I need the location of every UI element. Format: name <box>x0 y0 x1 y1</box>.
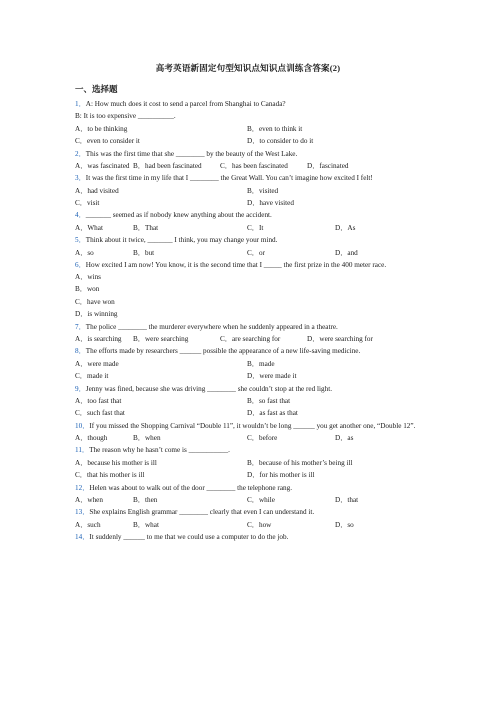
question-stem: It was the first time in my life that I ________ the Great Wall. You can’t imagine how excited I felt! <box>85 174 373 183</box>
answer-option: D．As <box>335 223 356 232</box>
answer-option: A．so <box>75 248 94 257</box>
option-row <box>75 247 420 259</box>
option-row <box>75 135 420 147</box>
answer-option: C．or <box>247 248 265 257</box>
question-stem: A: How much does it cost to send a parcel from Shanghai to Canada? <box>85 100 286 108</box>
answer-option: C．It <box>247 223 264 232</box>
question-item <box>75 531 420 543</box>
option-row <box>75 370 420 382</box>
question-stem: B: It is too expensive __________. <box>75 112 176 121</box>
answer-option: A．to be thinking <box>75 124 128 133</box>
question-item <box>75 321 420 346</box>
document-title: 高考英语新固定句型知识点知识点训练含答案(2) <box>155 63 341 73</box>
question-text-line <box>75 98 420 110</box>
question-item <box>75 482 420 507</box>
answer-option: B．then <box>133 495 158 504</box>
question-number: 13． <box>75 508 90 517</box>
answer-option: B．because of his mother’s being ill <box>247 458 353 467</box>
question-stem: She explains English grammar ________ clearly that even I can understand it. <box>89 508 315 517</box>
question-text-line <box>75 345 420 357</box>
answer-option: A．was fascinated <box>75 161 130 170</box>
answer-option: D．fascinated <box>307 161 349 170</box>
question-item <box>75 209 420 234</box>
question-number: 14． <box>75 533 90 542</box>
option-row <box>75 494 420 506</box>
answer-option: B．had been fascinated <box>133 161 202 170</box>
answer-option: C．are searching for <box>220 335 281 344</box>
answer-option: C．even to consider it <box>75 137 140 146</box>
question-stem: The police ________ the murderer everywhere when he suddenly appeared in a theatre. <box>85 322 338 331</box>
option-row <box>75 457 420 469</box>
question-item <box>75 259 420 321</box>
question-item <box>75 345 420 382</box>
option-row <box>75 432 420 444</box>
question-item <box>75 148 420 173</box>
option-row <box>75 197 420 209</box>
question-text-line <box>75 444 420 456</box>
answer-option: C．such fast that <box>75 409 125 418</box>
answer-option: D．is winning <box>75 310 118 319</box>
question-item <box>75 234 420 259</box>
option-row <box>75 333 420 345</box>
question-stem: The reason why he hasn’t come is ___________. <box>89 446 230 455</box>
option-row <box>75 358 420 370</box>
answer-option: A．such <box>75 520 101 529</box>
question-number: 7． <box>75 322 86 331</box>
question-list <box>75 98 420 544</box>
answer-option: C．have won <box>75 297 115 306</box>
question-stem: The efforts made by researchers ______ possible the appearance of a new life-saving medicine. <box>85 347 361 356</box>
answer-option: B．That <box>133 223 159 232</box>
option-row <box>75 271 420 283</box>
answer-option: D．and <box>335 248 358 257</box>
answer-option: B．visited <box>247 186 279 195</box>
answer-option: B．won <box>75 285 100 294</box>
answer-option: B．even to think it <box>247 124 303 133</box>
answer-option: C．has been fascinated <box>220 161 288 170</box>
option-row <box>75 222 420 234</box>
answer-option: A．had visited <box>75 186 119 195</box>
question-item <box>75 420 420 445</box>
answer-option: C．visit <box>75 198 100 207</box>
question-text-line <box>75 321 420 333</box>
question-stem: It suddenly ______ to me that we could use a computer to do the job. <box>89 533 289 542</box>
question-number: 6． <box>75 260 86 269</box>
question-text-line <box>75 482 420 494</box>
option-row <box>75 519 420 531</box>
answer-option: A．when <box>75 495 103 504</box>
question-stem: How excited I am now! You know, it is the second time that I _____ the first prize in the 400 meter race. <box>85 260 387 269</box>
question-text-line <box>75 172 420 184</box>
answer-option: A．because his mother is ill <box>75 458 157 467</box>
question-stem: This was the first time that she ________ by the beauty of the West Lake. <box>85 149 298 158</box>
answer-option: D．were searching for <box>307 335 373 344</box>
answer-option: B．so fast that <box>247 397 291 405</box>
answer-option: C．made it <box>75 372 109 381</box>
section-heading: 一、选择题 <box>75 84 118 94</box>
question-text-line <box>75 506 420 518</box>
answer-option: A．were made <box>75 359 119 368</box>
question-number: 10． <box>75 421 90 430</box>
option-row <box>75 395 420 407</box>
answer-option: D．for his mother is ill <box>247 471 315 480</box>
option-row <box>75 123 420 135</box>
question-stem: If you missed the Shopping Carnival “Double 11”, it wouldn’t be long ______ you get another one, “Double 12”. <box>89 421 416 430</box>
question-text-line <box>75 234 420 246</box>
answer-option: A．What <box>75 223 103 232</box>
answer-option: A．is searching <box>75 335 122 344</box>
answer-option: B．made <box>247 359 275 368</box>
answer-option: B．but <box>133 248 155 257</box>
answer-option: D．as <box>335 433 354 442</box>
question-item <box>75 383 420 420</box>
question-number: 1． <box>75 100 86 108</box>
question-number: 2． <box>75 149 86 158</box>
option-row <box>75 160 420 172</box>
question-text-line <box>75 110 420 122</box>
answer-option: C．while <box>247 495 275 504</box>
answer-option: B．what <box>133 520 159 529</box>
option-row <box>75 407 420 419</box>
answer-option: D．as fast as that <box>247 409 298 418</box>
question-number: 8． <box>75 347 86 356</box>
question-stem: Jenny was fined, because she was driving ________ she couldn’t stop at the red light. <box>85 384 332 393</box>
answer-option: A．too fast that <box>75 397 122 405</box>
question-number: 4． <box>75 211 86 220</box>
question-number: 9． <box>75 384 86 393</box>
question-stem: Helen was about to walk out of the door ________ the telephone rang. <box>89 483 292 492</box>
option-row <box>75 469 420 481</box>
answer-option: D．to consider to do it <box>247 137 314 146</box>
question-text-line <box>75 209 420 221</box>
answer-option: C．before <box>247 433 278 442</box>
question-number: 12． <box>75 483 90 492</box>
answer-option: D．have visited <box>247 198 294 207</box>
question-text-line <box>75 531 420 543</box>
question-item <box>75 444 420 481</box>
question-text-line <box>75 148 420 160</box>
question-item <box>75 172 420 209</box>
option-row <box>75 308 420 320</box>
question-text-line <box>75 259 420 271</box>
question-number: 3． <box>75 174 86 183</box>
question-text-line <box>75 420 420 432</box>
question-item <box>75 506 420 531</box>
answer-option: B．when <box>133 433 161 442</box>
answer-option: C．that his mother is ill <box>75 471 145 480</box>
option-row <box>75 283 420 295</box>
answer-option: A．wins <box>75 273 101 282</box>
option-row <box>75 296 420 308</box>
question-item <box>75 98 420 148</box>
answer-option: D．so <box>335 520 354 529</box>
question-stem: Think about it twice, _______ I think, you may change your mind. <box>85 236 278 245</box>
option-row <box>75 185 420 197</box>
answer-option: B．were searching <box>133 335 189 344</box>
question-number: 11． <box>75 446 90 455</box>
question-text-line <box>75 383 420 395</box>
answer-option: D．that <box>335 495 359 504</box>
answer-option: D．were made it <box>247 372 297 381</box>
answer-option: A．though <box>75 433 108 442</box>
question-stem: _______ seemed as if nobody knew anything about the accident. <box>85 211 272 220</box>
answer-option: C．how <box>247 520 272 529</box>
question-number: 5． <box>75 236 86 245</box>
